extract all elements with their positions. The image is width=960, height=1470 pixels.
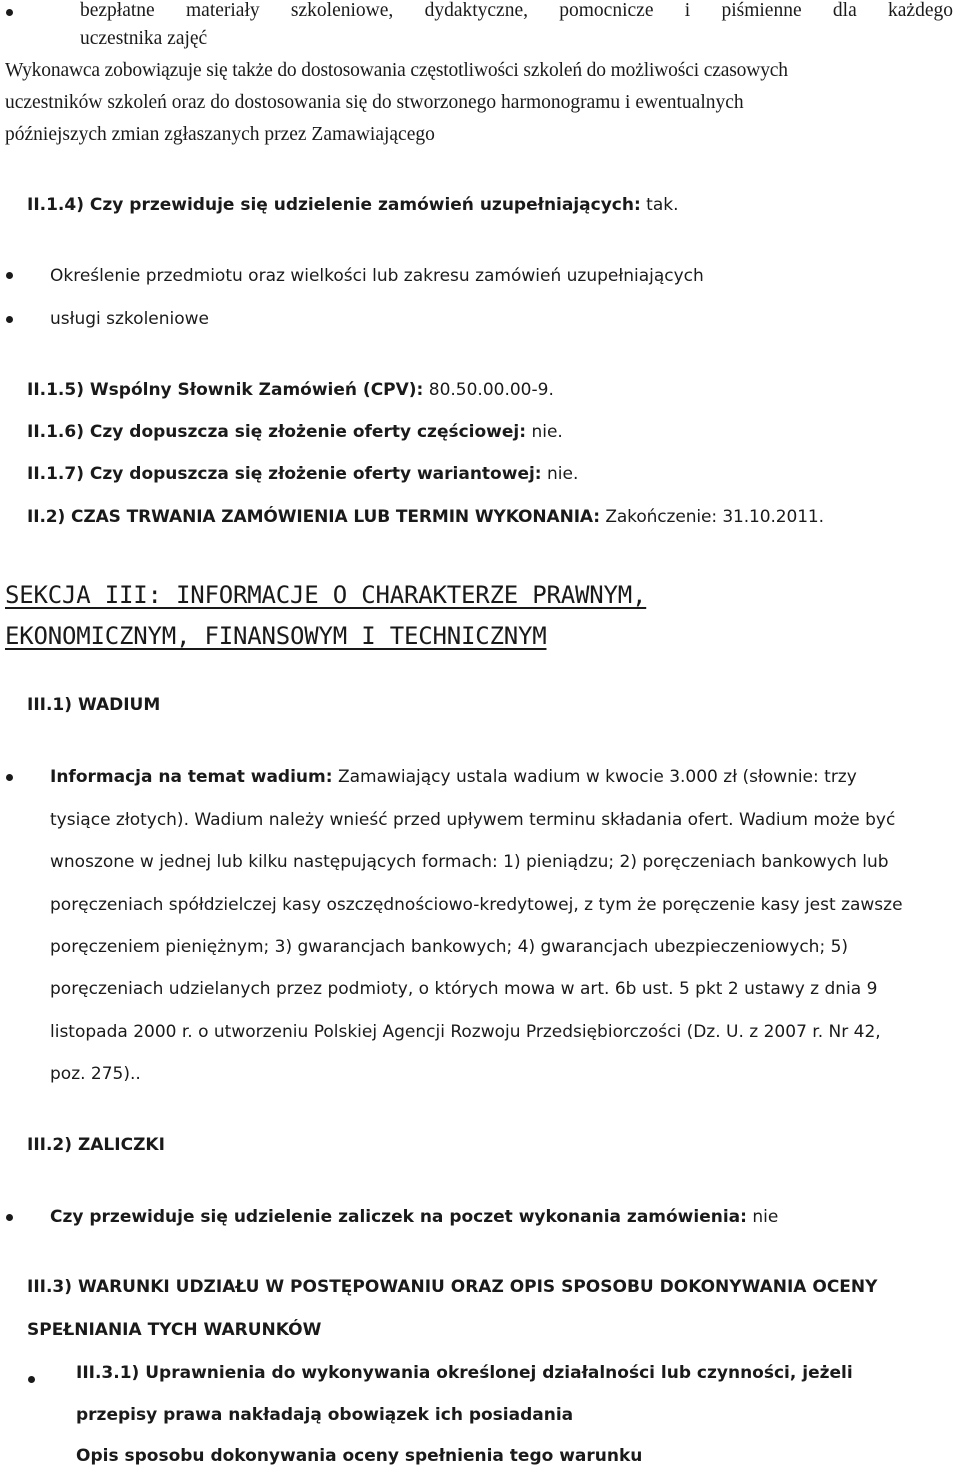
materials-bullet-line2: uczestnika zajęć [80, 28, 208, 49]
training-services-bullet: usługi szkoleniowe [50, 309, 210, 329]
section-value: Zakończenie: 31.10.2011. [600, 507, 824, 527]
wadium-label: Informacja na temat wadium: [50, 767, 333, 787]
word: szkoleniowe, [290, 0, 394, 21]
list-bullet [28, 1376, 35, 1383]
word: i [684, 0, 691, 21]
section-III-heading-line1: SEKCJA III: INFORMACJE O CHARAKTERZE PRAWNYM, [5, 581, 647, 609]
section-value: tak. [640, 195, 679, 215]
word: piśmienne [721, 0, 802, 21]
list-bullet [6, 272, 13, 279]
section-II-2 [27, 506, 824, 528]
section-III-heading-line2: EKONOMICZNYM, FINANSOWYM I TECHNICZNYM [5, 622, 547, 650]
wadium-line: poręczeniach spółdzielczej kasy oszczędnościowo-kredytowej, z tym że poręczenie kasy jest zawsze [50, 895, 903, 915]
section-III-2-heading: III.2) ZALICZKI [27, 1135, 165, 1155]
wadium-line: poz. 275).. [50, 1064, 141, 1084]
section-value: nie. [526, 422, 563, 442]
wadium-text: Zamawiający ustala wadium w kwocie 3.000 zł (słownie: trzy [332, 767, 857, 787]
word: dla [832, 0, 857, 21]
wadium-line: poręczeniach udzielanych przez podmioty, o których mowa w art. 6b ust. 5 pkt 2 ustawy z dnia 9 [50, 979, 878, 999]
section-III-3-1-line1: III.3.1) Uprawnienia do wykonywania określonej działalności lub czynności, jeżeli [76, 1363, 853, 1383]
zaliczki-label: Czy przewiduje się udzielenie zaliczek na poczet wykonania zamówienia: [50, 1207, 747, 1227]
wadium-line: poręczeniem pieniężnym; 3) gwarancjach bankowych; 4) gwarancjach ubezpieczeniowych; 5) [50, 937, 849, 957]
zaliczki-value: nie [746, 1207, 779, 1227]
paragraph-line: Wykonawca zobowiązuje się także do dostosowania częstotliwości szkoleń do możliwości czasowych [5, 60, 788, 81]
word: pomocnicze [559, 0, 654, 21]
section-III-1-heading: III.1) WADIUM [27, 695, 161, 715]
list-bullet [6, 774, 13, 781]
section-label: II.1.7) Czy dopuszcza się złożenie oferty wariantowej: [27, 464, 542, 484]
section-II-1-5 [27, 379, 554, 401]
word: każdego [888, 0, 953, 21]
section-II-1-7 [27, 463, 578, 485]
wadium-line: wnoszone w jednej lub kilku następujących formach: 1) pieniądzu; 2) poręczeniach bankowych lub [50, 852, 889, 872]
materials-bullet-line1 [80, 0, 953, 22]
section-label: II.1.6) Czy dopuszcza się złożenie oferty częściowej: [27, 422, 527, 442]
assessment-description: Opis sposobu dokonywania oceny spełnienia tego warunku [76, 1446, 643, 1466]
wadium-line [50, 766, 857, 788]
section-III-3-heading: SPEŁNIANIA TYCH WARUNKÓW [27, 1320, 322, 1340]
section-label: II.2) CZAS TRWANIA ZAMÓWIENIA LUB TERMIN WYKONANIA: [27, 507, 601, 527]
paragraph-line: późniejszych zmian zgłaszanych przez Zamawiającego [5, 124, 435, 145]
word: bezpłatne [80, 0, 155, 21]
section-II-1-6 [27, 421, 563, 443]
list-bullet [6, 9, 13, 16]
section-label: II.1.5) Wspólny Słownik Zamówień (CPV): [27, 380, 424, 400]
section-label: II.1.4) Czy przewiduje się udzielenie zamówień uzupełniających: [27, 195, 641, 215]
paragraph-line: uczestników szkoleń oraz do dostosowania się do stworzonego harmonogramu i ewentualnych [5, 92, 744, 113]
list-bullet [6, 1214, 13, 1221]
wadium-line: tysiące złotych). Wadium należy wnieść przed upływem terminu składania ofert. Wadium może być [50, 810, 896, 830]
section-value: nie. [541, 464, 579, 484]
list-bullet [6, 316, 13, 323]
word: dydaktyczne, [424, 0, 528, 21]
word: materiały [186, 0, 260, 21]
section-II-1-4 [27, 194, 679, 216]
zaliczki-line [50, 1206, 778, 1228]
supplementary-orders-bullet: Określenie przedmiotu oraz wielkości lub zakresu zamówień uzupełniających [50, 266, 704, 286]
section-III-3-1-line2: przepisy prawa nakładają obowiązek ich posiadania [76, 1405, 574, 1425]
section-III-3-heading: III.3) WARUNKI UDZIAŁU W POSTĘPOWANIU ORAZ OPIS SPOSOBU DOKONYWANIA OCENY [27, 1277, 878, 1297]
wadium-line: listopada 2000 r. o utworzeniu Polskiej Agencji Rozwoju Przedsiębiorczości (Dz. U. z 2007 r. Nr 42, [50, 1022, 881, 1042]
section-value: 80.50.00.00-9. [423, 380, 554, 400]
